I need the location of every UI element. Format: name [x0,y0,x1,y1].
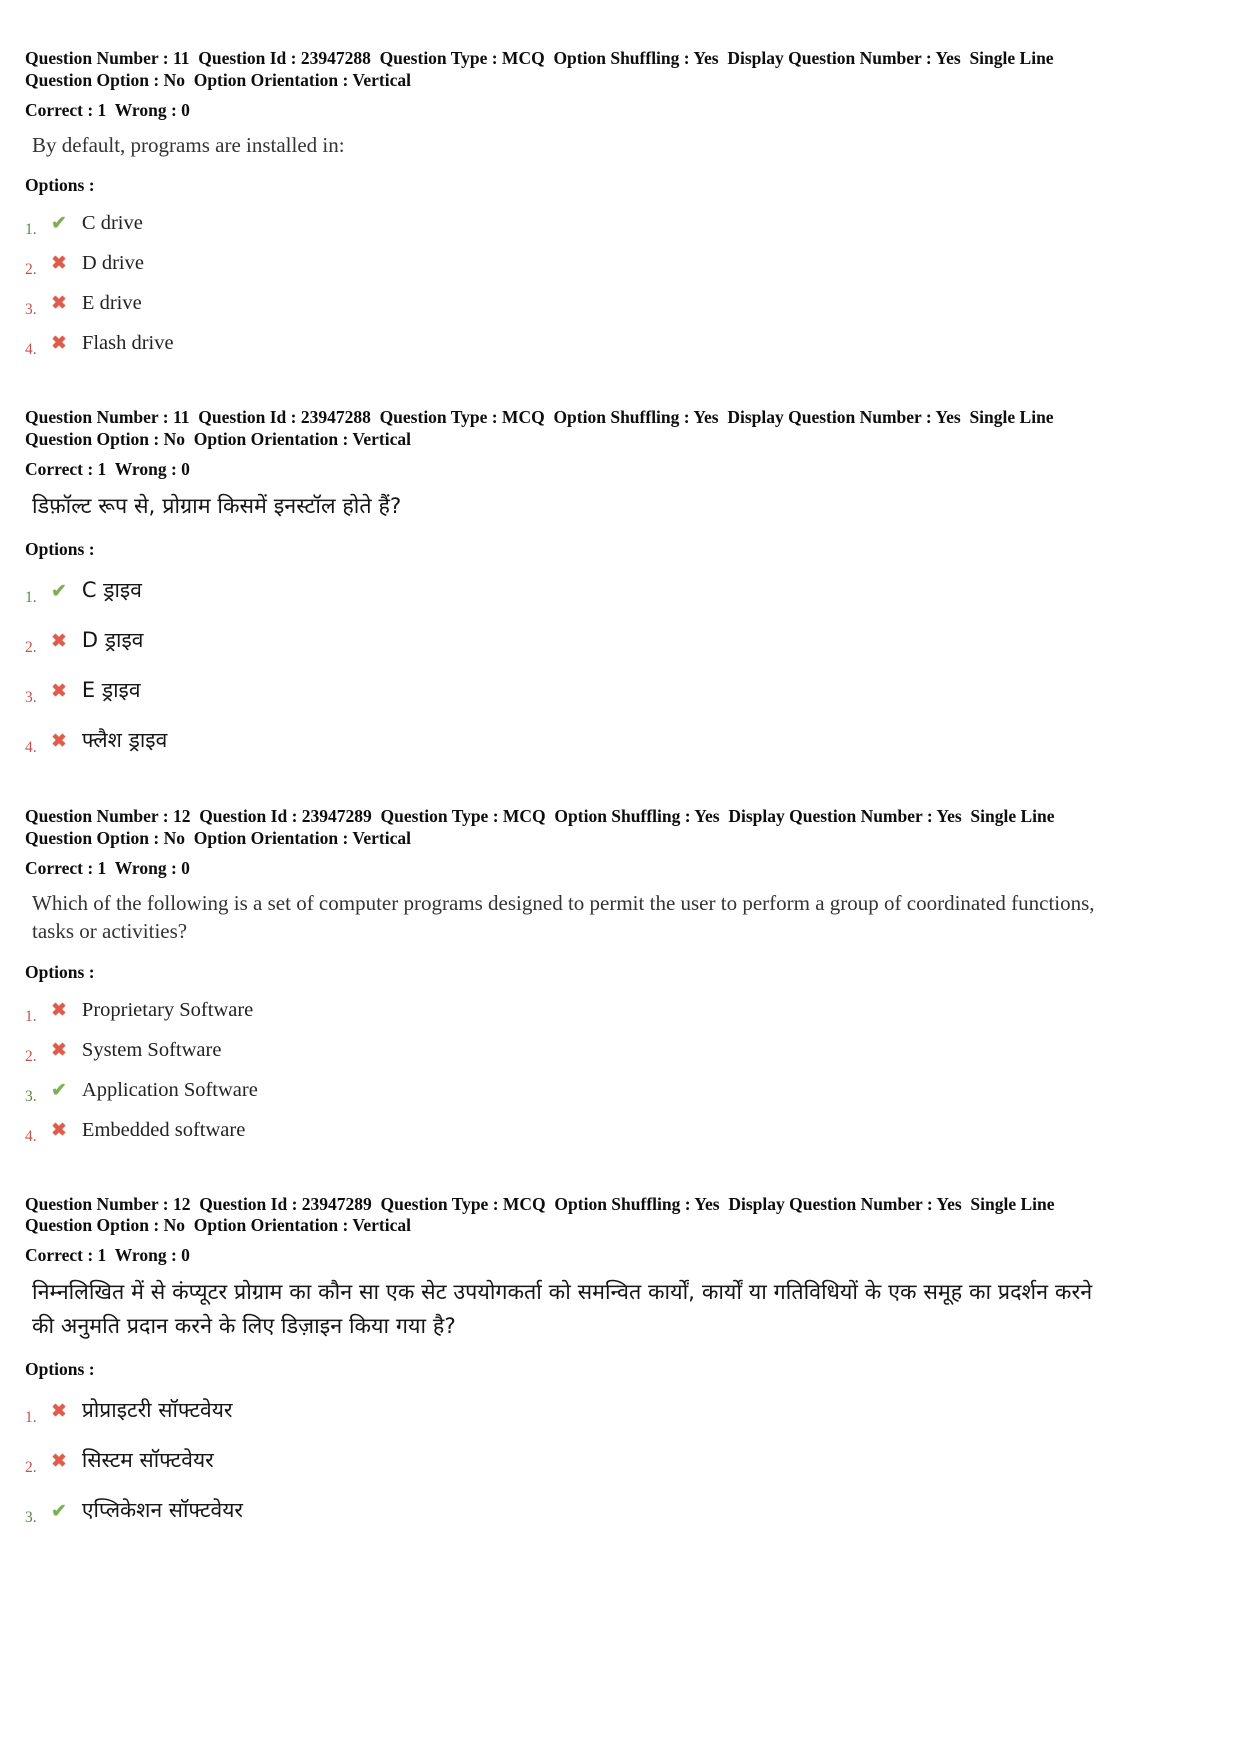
option-text: Embedded software [81,1118,246,1141]
option-row [25,726,1215,757]
question-text: डिफ़ॉल्ट रूप से, प्रोग्राम किसमें इनस्टॉल होते हैं? [32,493,402,519]
option-row [25,676,1215,707]
option-number: 3. [25,1087,37,1105]
option-text: प्रोप्राइटरी सॉफ्टवेयर [81,1397,233,1422]
options-label: Options : [25,1358,95,1379]
question-block-11-english [25,48,1215,359]
score-line: Correct : 1 Wrong : 0 [25,99,190,120]
option-text: फ्लैश ड्राइव [81,728,168,753]
option-text: Application Software [81,1078,258,1101]
option-number: 4. [25,739,37,757]
option-row [25,1118,1215,1145]
option-row [25,332,1215,359]
option-text: Flash drive [81,332,174,355]
option-text: E ड्राइव [81,678,141,703]
option-row [25,212,1215,239]
option-row [25,1446,1215,1474]
option-number: 1. [25,1007,37,1025]
answer-mark-icon: ✖ [51,1449,67,1472]
option-row [25,998,1215,1025]
option-number: 1. [25,589,37,607]
answer-mark-icon: ✖ [51,998,67,1021]
option-number: 2. [25,261,37,279]
option-text: सिस्टम सॉफ्टवेयर [81,1447,214,1472]
answer-mark-icon: ✖ [51,730,67,753]
answer-mark-icon: ✔ [51,1078,67,1101]
option-number: 4. [25,1127,37,1145]
option-row [25,576,1215,607]
option-number: 2. [25,639,37,657]
option-row [25,626,1215,657]
option-text: एप्लिकेशन सॉफ्टवेयर [81,1497,243,1522]
question-meta: Question Number : 11 Question Id : 23947288 Question Type : MCQ Option Shuffling : Yes Display Question Number : Yes Single Line Question Option : No Option Orientation : Vertical [25,48,1058,90]
option-row [25,1396,1215,1424]
option-text: D ड्राइव [81,628,144,653]
question-block-11-hindi [25,407,1215,757]
option-row [25,292,1215,319]
answer-mark-icon: ✖ [51,1118,67,1141]
answer-mark-icon: ✖ [51,1399,67,1422]
answer-mark-icon: ✖ [51,630,67,653]
option-text: Proprietary Software [81,998,254,1021]
question-text: By default, programs are installed in: [32,132,345,157]
question-meta: Question Number : 12 Question Id : 23947289 Question Type : MCQ Option Shuffling : Yes Display Question Number : Yes Single Line Question Option : No Option Orientation : Vertical [25,1193,1059,1236]
option-row [25,1038,1215,1065]
question-block-12-english [25,806,1215,1145]
question-text: Which of the following is a set of computer programs designed to permit the user to perform a group of coordinated functions, tasks or activities? [32,890,1095,944]
score-line: Correct : 1 Wrong : 0 [25,458,190,479]
question-meta: Question Number : 12 Question Id : 23947289 Question Type : MCQ Option Shuffling : Yes Display Question Number : Yes Single Line Question Option : No Option Orientation : Vertical [25,806,1059,849]
option-number: 1. [25,1408,37,1426]
score-line: Correct : 1 Wrong : 0 [25,857,190,878]
options-label: Options : [25,539,95,560]
option-text: C ड्राइव [81,578,142,603]
question-text: निम्नलिखित में से कंप्यूटर प्रोग्राम का कौन सा एक सेट उपयोगकर्ता को समन्वित कार्यों, कार्यों या गतिविधियों के एक समूह का प्रदर्शन करने की अनुमति प्रदान करने के लिए डिज़ाइन किया गया है? [32,1280,1093,1339]
option-text: C drive [81,212,143,235]
option-row [25,252,1215,279]
answer-mark-icon: ✖ [51,680,67,703]
option-text: E drive [81,292,142,315]
option-number: 3. [25,689,37,707]
answer-mark-icon: ✖ [51,252,67,275]
answer-mark-icon: ✖ [51,292,67,315]
score-line: Correct : 1 Wrong : 0 [25,1245,190,1266]
answer-mark-icon: ✔ [51,212,67,235]
option-number: 1. [25,221,37,239]
answer-mark-icon: ✔ [51,580,67,603]
answer-mark-icon: ✖ [51,332,67,355]
option-number: 3. [25,1508,37,1526]
question-block-12-hindi [25,1194,1215,1524]
option-text: System Software [81,1038,222,1061]
option-number: 2. [25,1458,37,1476]
options-label: Options : [25,961,95,982]
option-row [25,1496,1215,1524]
option-number: 3. [25,301,37,319]
option-number: 2. [25,1047,37,1065]
options-label: Options : [25,175,95,196]
answer-mark-icon: ✔ [51,1499,67,1522]
answer-mark-icon: ✖ [51,1038,67,1061]
option-text: D drive [81,252,144,275]
question-meta: Question Number : 11 Question Id : 23947288 Question Type : MCQ Option Shuffling : Yes Display Question Number : Yes Single Line Question Option : No Option Orientation : Vertical [25,407,1058,449]
option-number: 4. [25,341,37,359]
option-row [25,1078,1215,1105]
